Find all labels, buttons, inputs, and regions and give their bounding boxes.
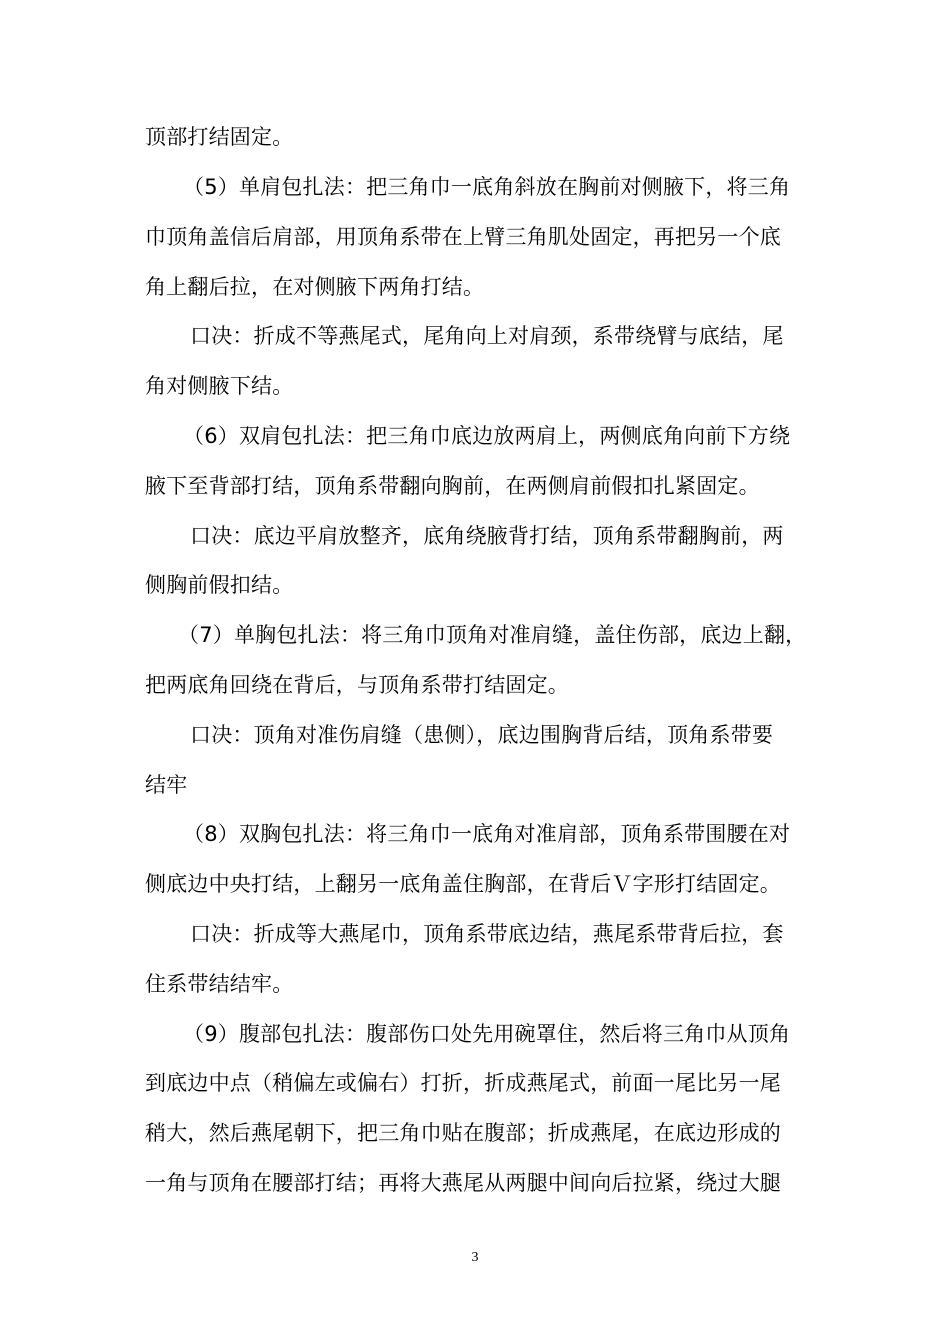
page-number: 3 bbox=[471, 1250, 479, 1265]
text-line-2: （5）单肩包扎法：把三角巾一底角斜放在胸前对侧腋下，将三角 bbox=[183, 175, 791, 199]
text-line-4: 角上翻后拉，在对侧腋下两角打结。 bbox=[145, 275, 485, 299]
text-line-1: 顶部打结固定。 bbox=[145, 125, 294, 149]
text-line-19: （9）腹部包扎法：腹部伤口处先用碗罩住，然后将三角巾从顶角 bbox=[183, 1022, 791, 1046]
text-line-10: 侧胸前假扣结。 bbox=[145, 573, 294, 597]
text-line-14: 结牢 bbox=[145, 773, 188, 797]
text-line-17: 口决：折成等大燕尾巾，顶角系带底边结，燕尾系带背后拉，套 bbox=[190, 922, 784, 946]
text-line-7: （6）双肩包扎法：把三角巾底边放两肩上，两侧底角向前下方绕 bbox=[183, 424, 791, 448]
text-line-16: 侧底边中央打结，上翻另一底角盖住胸部，在背后Ｖ字形打结固定。 bbox=[145, 872, 781, 896]
text-line-21: 稍大，然后燕尾朝下，把三角巾贴在腹部；折成燕尾，在底边形成的 bbox=[145, 1121, 781, 1145]
text-line-12: 把两底角回绕在背后，与顶角系带打结固定。 bbox=[145, 673, 569, 697]
text-line-6: 角对侧腋下结。 bbox=[145, 374, 294, 398]
text-line-15: （8）双胸包扎法：将三角巾一底角对准肩部，顶角系带围腰在对 bbox=[183, 822, 791, 846]
text-line-8: 腋下至背部打结，顶角系带翻向胸前，在两侧肩前假扣扎紧固定。 bbox=[145, 474, 760, 498]
text-line-5: 口决：折成不等燕尾式，尾角向上对肩颈，系带绕臂与底结，尾 bbox=[190, 324, 784, 348]
text-line-18: 住系带结结牢。 bbox=[145, 972, 294, 996]
text-line-13: 口决：顶角对准伤肩缝（患侧），底边围胸背后结，顶角系带要 bbox=[190, 723, 774, 747]
text-line-22: 一角与顶角在腰部打结；再将大燕尾从两腿中间向后拉紧，绕过大腿 bbox=[145, 1171, 781, 1195]
text-line-9: 口决：底边平肩放整齐，底角绕腋背打结，顶角系带翻胸前，两 bbox=[190, 524, 784, 548]
text-line-20: 到底边中点（稍偏左或偏右）打折，折成燕尾式，前面一尾比另一尾 bbox=[145, 1071, 781, 1095]
text-line-3: 巾顶角盖信后肩部，用顶角系带在上臂三角肌处固定，再把另一个底 bbox=[145, 225, 781, 249]
text-line-11: （7）单胸包扎法：将三角巾顶角对准肩缝，盖住伤部，底边上翻， bbox=[178, 623, 807, 647]
